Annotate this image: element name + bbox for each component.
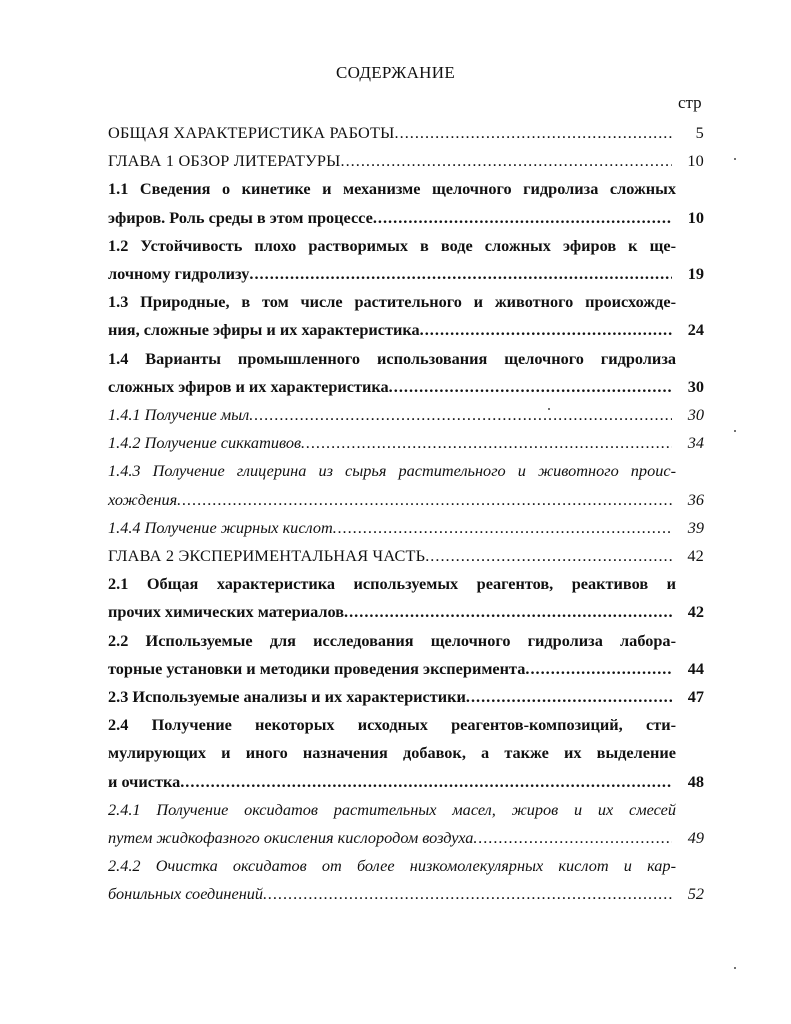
toc-page-number: 30: [687, 405, 704, 425]
scan-speck: [734, 430, 736, 432]
toc-entry-last-line: [108, 824, 704, 852]
toc-entry-last-line: [108, 768, 704, 796]
toc-leader-dots: [177, 486, 672, 514]
toc-entry-title: и очистка: [108, 771, 181, 791]
toc-entry-title: эфиров. Роль среды в этом процессе: [108, 207, 373, 227]
toc-entry-last-line: [108, 598, 704, 626]
toc-entry-title: лочному гидролизу: [108, 264, 250, 284]
toc-entry-title: ОБЩАЯ ХАРАКТЕРИСТИКА РАБОТЫ: [108, 123, 395, 142]
toc-entry-last-line: [108, 514, 704, 542]
toc-entry-line: 1.3 Природные, в том числе растительного и животного происхожде-: [108, 292, 676, 312]
toc-entry-title: ГЛАВА 1 ОБЗОР ЛИТЕРАТУРЫ: [108, 151, 341, 171]
toc-leader-dots: [525, 655, 672, 683]
toc-entry-title: сложных эфиров и их характеристика: [108, 376, 389, 396]
toc-entry[interactable]: [108, 711, 704, 796]
toc-entry-line: 2.4.2 Очистка оксидатов от более низкомолекулярных кислот и кар-: [108, 856, 676, 876]
toc-entry-line: 1.2 Устойчивость плохо растворимых в воде сложных эфиров к ще-: [108, 235, 676, 255]
toc-page-number: 34: [687, 433, 704, 453]
toc-entry-line: 2.4.1 Получение оксидатов растительных масел, жиров и их смесей: [108, 799, 676, 819]
toc-leader-dots: [301, 429, 672, 457]
toc-page-number: 24: [687, 320, 704, 340]
toc-page-number: 19: [687, 264, 704, 284]
toc-entry[interactable]: [108, 457, 704, 513]
toc-page-number: 47: [687, 687, 704, 707]
toc-entry[interactable]: [108, 232, 704, 288]
toc-entry-title: ния, сложные эфиры и их характеристика: [108, 320, 420, 340]
page-title: СОДЕРЖАНИЕ: [335, 63, 456, 82]
page-column-label: стр: [678, 93, 702, 112]
toc-leader-dots: [425, 542, 672, 570]
toc-page-number: 52: [687, 884, 704, 904]
toc-entry-last-line: [108, 486, 704, 514]
toc-entry-line: 2.4 Получение некоторых исходных реагентов-композиций, сти-: [108, 715, 676, 735]
toc-entry[interactable]: [108, 542, 704, 570]
toc-entry[interactable]: [108, 429, 704, 457]
toc-entry-line: 2.1 Общая характеристика используемых реагентов, реактивов и: [108, 574, 676, 594]
toc-page-number: 10: [687, 151, 704, 171]
toc-entry-title: 2.3 Используемые анализы и их характеристики: [108, 687, 466, 707]
toc-entry[interactable]: [108, 570, 704, 626]
toc-entry-title: ГЛАВА 2 ЭКСПЕРИМЕНТАЛЬНАЯ ЧАСТЬ: [108, 546, 426, 566]
toc-entry-title: 1.4.1 Получение мыл: [108, 405, 250, 425]
toc-entry-title: путем жидкофазного окисления кислородом воздуха: [108, 828, 474, 848]
toc-entry-last-line: [108, 119, 704, 147]
toc-page-number: 36: [687, 489, 704, 509]
toc-entry[interactable]: [108, 345, 704, 401]
toc-entry-title: бонильных соединений: [108, 884, 264, 904]
toc-entry-last-line: [108, 260, 704, 288]
toc-entry-last-line: [108, 880, 704, 908]
toc-entry[interactable]: [108, 288, 704, 344]
toc-entry-last-line: [108, 401, 704, 429]
toc-entry[interactable]: [108, 627, 704, 683]
toc-entry-last-line: [108, 316, 704, 344]
toc-entry-last-line: [108, 655, 704, 683]
toc-entry-line: 1.1 Сведения о кинетике и механизме щелочного гидролиза сложных: [108, 179, 676, 199]
toc-entry[interactable]: [108, 852, 704, 908]
toc-page-number: 42: [687, 602, 704, 622]
toc-leader-dots: [333, 514, 672, 542]
toc-leader-dots: [249, 260, 672, 288]
toc-entry-line: 1.4 Варианты промышленного использования щелочного гидролиза: [108, 348, 676, 368]
toc-page-number: 10: [687, 207, 704, 227]
toc-leader-dots: [373, 204, 672, 232]
toc-entry[interactable]: [108, 514, 704, 542]
scan-speck: [734, 967, 736, 969]
toc-leader-dots: [420, 316, 672, 344]
toc-entry-line: 2.2 Используемые для исследования щелочного гидролиза лабора-: [108, 630, 676, 650]
toc-leader-dots: [180, 768, 672, 796]
scan-speck: [734, 158, 736, 160]
toc-entry[interactable]: [108, 401, 704, 429]
toc-page-number: 5: [695, 123, 704, 142]
toc-page-number: 44: [687, 658, 704, 678]
toc-leader-dots: [341, 147, 672, 175]
scan-speck: [548, 408, 550, 410]
toc-entry-last-line: [108, 429, 704, 457]
toc-entry-last-line: [108, 683, 704, 711]
toc-leader-dots: [389, 373, 672, 401]
toc-entry[interactable]: [108, 175, 704, 231]
toc-leader-dots: [344, 598, 672, 626]
toc-entry-title: 1.4.4 Получение жирных кислот: [108, 517, 333, 537]
toc-entry-title: 1.4.2 Получение сиккативов: [108, 433, 302, 453]
toc-leader-dots: [263, 880, 672, 908]
toc-entry[interactable]: [108, 683, 704, 711]
toc-page-number: 42: [687, 546, 704, 566]
toc-entry-last-line: [108, 147, 704, 175]
toc-entry[interactable]: [108, 119, 704, 147]
toc-entry-last-line: [108, 204, 704, 232]
toc-entry-title: торные установки и методики проведения эксперимента: [108, 658, 526, 678]
toc-entry-last-line: [108, 373, 704, 401]
toc-entry-line: 1.4.3 Получение глицерина из сырья растительного и животного проис-: [108, 461, 676, 481]
toc-entry[interactable]: [108, 796, 704, 852]
toc-page-number: 49: [687, 828, 704, 848]
toc-page-number: 39: [687, 517, 704, 537]
toc-entry[interactable]: [108, 147, 704, 175]
toc-leader-dots: [395, 119, 672, 147]
toc-entry-line: мулирующих и иного назначения добавок, а также их выделение: [108, 743, 676, 763]
toc-entry-last-line: [108, 542, 704, 570]
toc-page-number: 30: [687, 376, 704, 396]
table-of-contents: [108, 119, 704, 909]
toc-entry-title: хождения: [108, 489, 178, 509]
toc-leader-dots: [473, 824, 672, 852]
toc-leader-dots: [466, 683, 672, 711]
toc-leader-dots: [249, 401, 672, 429]
toc-page-number: 48: [687, 771, 704, 791]
toc-entry-title: прочих химических материалов: [108, 602, 345, 622]
